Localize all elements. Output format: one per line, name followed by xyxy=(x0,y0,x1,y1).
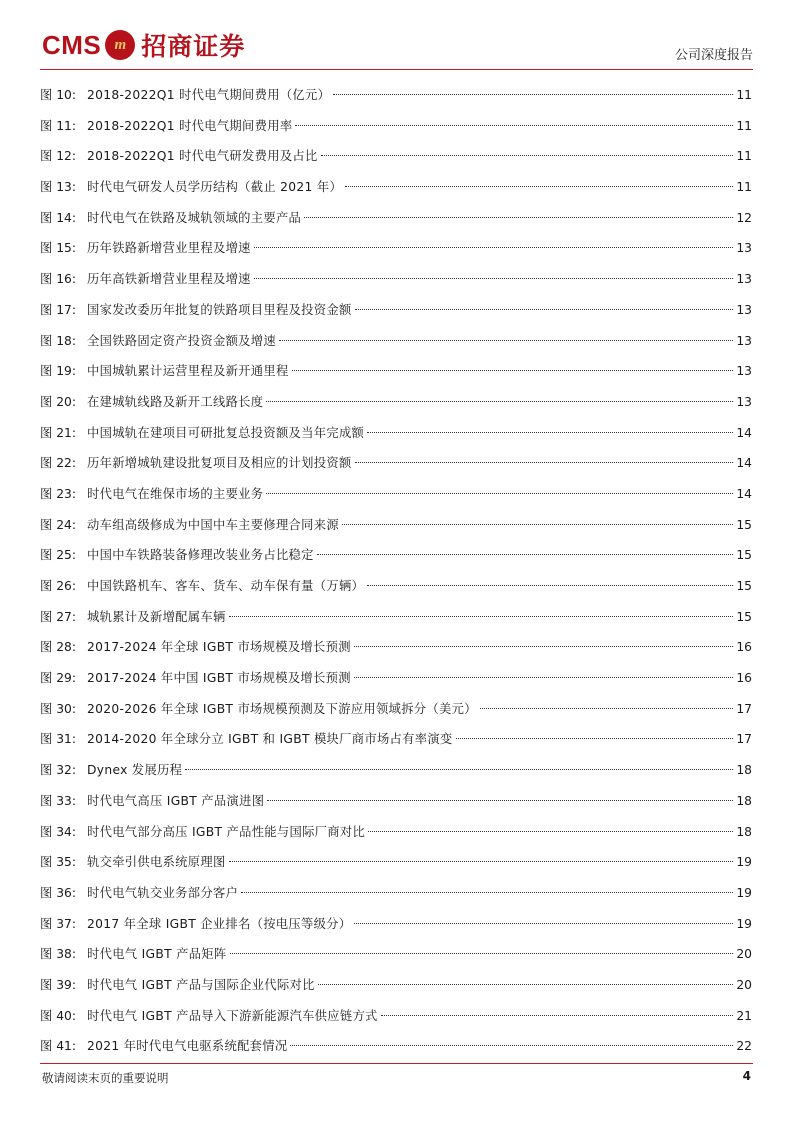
logo-emblem-icon: m xyxy=(105,30,135,60)
toc-figure-title: 2021 年时代电气电驱系统配套情况 xyxy=(87,1039,288,1054)
toc-entry[interactable] xyxy=(40,1001,752,1032)
page-header xyxy=(0,0,793,72)
toc-figure-title: 在建城轨线路及新开工线路长度 xyxy=(87,394,264,409)
toc-figure-label: 图 13: xyxy=(40,180,76,195)
toc-dot-leader xyxy=(241,892,733,893)
toc-page-number: 15 xyxy=(736,579,752,593)
toc-figure-label: 图 28: xyxy=(40,640,76,655)
toc-dot-leader xyxy=(367,432,733,433)
toc-figure-label: 图 29: xyxy=(40,671,76,686)
toc-figure-label: 图 39: xyxy=(40,977,76,992)
toc-dot-leader xyxy=(254,278,734,279)
toc-figure-title: 2017-2024 年中国 IGBT 市场规模及增长预测 xyxy=(87,671,351,686)
toc-dot-leader xyxy=(333,94,733,95)
toc-figure-label: 图 18: xyxy=(40,333,76,348)
toc-page-number: 14 xyxy=(736,456,752,471)
toc-figure-title: 时代电气轨交业务部分客户 xyxy=(87,885,239,900)
toc-dot-leader xyxy=(266,401,733,402)
toc-figure-title: 中国城轨在建项目可研批复总投资额及当年完成额 xyxy=(87,425,365,440)
toc-page-number: 14 xyxy=(736,425,752,440)
toc-figure-label: 图 23: xyxy=(40,486,76,501)
toc-entry[interactable] xyxy=(40,817,752,848)
company-logo xyxy=(42,28,245,62)
toc-figure-label: 图 24: xyxy=(40,517,76,532)
toc-page-number: 16 xyxy=(736,671,752,686)
toc-entry[interactable] xyxy=(40,632,752,663)
toc-page-number: 18 xyxy=(736,763,752,778)
toc-page-number: 13 xyxy=(736,241,752,256)
toc-figure-label: 图 12: xyxy=(40,149,76,164)
toc-figure-title: 2018-2022Q1 时代电气期间费用率 xyxy=(87,118,293,133)
report-type: 公司深度报告 xyxy=(674,48,753,63)
toc-figure-label: 图 27: xyxy=(40,609,76,624)
toc-entry[interactable] xyxy=(40,418,752,449)
toc-entry[interactable] xyxy=(40,80,752,111)
toc-dot-leader xyxy=(185,769,733,770)
toc-page-number: 22 xyxy=(736,1039,752,1054)
toc-page-number: 19 xyxy=(736,916,752,931)
toc-entry[interactable] xyxy=(40,356,752,387)
toc-dot-leader xyxy=(355,309,734,310)
toc-entry[interactable] xyxy=(40,295,752,326)
toc-page-number: 13 xyxy=(736,333,752,348)
toc-dot-leader xyxy=(354,923,733,924)
toc-figure-label: 图 10: xyxy=(40,88,76,102)
toc-dot-leader xyxy=(290,1045,733,1046)
toc-figure-title: 城轨累计及新增配属车辆 xyxy=(87,609,226,624)
toc-dot-leader xyxy=(368,831,733,832)
toc-figure-label: 图 37: xyxy=(40,916,76,931)
toc-entry[interactable] xyxy=(40,724,752,755)
toc-entry[interactable] xyxy=(40,264,752,295)
toc-entry[interactable] xyxy=(40,233,752,264)
toc-entry[interactable] xyxy=(40,510,752,541)
toc-figure-label: 图 14: xyxy=(40,210,76,225)
toc-dot-leader xyxy=(480,708,734,709)
figure-table-of-contents xyxy=(40,80,752,1062)
toc-figure-label: 图 15: xyxy=(40,241,76,256)
toc-figure-title: 历年高铁新增营业里程及增速 xyxy=(87,272,251,287)
toc-page-number: 15 xyxy=(736,548,752,563)
toc-figure-label: 图 33: xyxy=(40,793,76,808)
toc-figure-title: 时代电气高压 IGBT 产品演进图 xyxy=(87,793,265,808)
toc-figure-title: 轨交牵引供电系统原理图 xyxy=(87,855,226,870)
toc-entry[interactable] xyxy=(40,602,752,633)
toc-entry[interactable] xyxy=(40,387,752,418)
logo-latin-text: CMS xyxy=(42,29,102,60)
header-divider xyxy=(40,69,753,70)
toc-figure-title: 中国城轨累计运营里程及新开通里程 xyxy=(87,364,289,379)
toc-figure-label: 图 38: xyxy=(40,947,76,962)
toc-figure-title: 国家发改委历年批复的铁路项目里程及投资金额 xyxy=(87,302,352,317)
toc-entry[interactable] xyxy=(40,786,752,817)
toc-dot-leader xyxy=(367,585,733,586)
toc-figure-label: 图 41: xyxy=(40,1039,76,1054)
toc-figure-title: 2014-2020 年全球分立 IGBT 和 IGBT 模块厂商市场占有率演变 xyxy=(87,732,453,747)
toc-page-number: 18 xyxy=(736,824,752,839)
toc-figure-label: 图 25: xyxy=(40,548,76,563)
toc-figure-label: 图 34: xyxy=(40,824,76,839)
toc-figure-title: 动车组高级修成为中国中车主要修理合同来源 xyxy=(87,517,339,532)
toc-figure-title: 时代电气 IGBT 产品矩阵 xyxy=(87,947,227,962)
toc-figure-title: 全国铁路固定资产投资金额及增速 xyxy=(87,333,276,348)
toc-dot-leader xyxy=(317,554,734,555)
toc-figure-title: 中国中车铁路装备修理改装业务占比稳定 xyxy=(87,548,314,563)
toc-dot-leader xyxy=(321,155,734,156)
toc-dot-leader xyxy=(304,217,733,218)
toc-page-number: 13 xyxy=(736,302,752,317)
footer-notice: 敬请阅读末页的重要说明 xyxy=(42,1071,169,1085)
toc-dot-leader xyxy=(354,646,734,647)
toc-entry[interactable] xyxy=(40,755,752,786)
toc-entry[interactable] xyxy=(40,1031,752,1062)
toc-figure-label: 图 11: xyxy=(40,118,76,133)
toc-figure-label: 图 35: xyxy=(40,855,76,870)
toc-page-number: 18 xyxy=(736,793,752,808)
toc-figure-title: 时代电气部分高压 IGBT 产品性能与国际厂商对比 xyxy=(87,824,366,839)
toc-entry[interactable] xyxy=(40,448,752,479)
toc-figure-label: 图 26: xyxy=(40,579,76,593)
toc-figure-title: 时代电气研发人员学历结构（截止 2021 年） xyxy=(87,180,343,195)
toc-entry[interactable] xyxy=(40,847,752,878)
toc-page-number: 11 xyxy=(736,88,752,102)
toc-page-number: 19 xyxy=(736,885,752,900)
toc-entry[interactable] xyxy=(40,479,752,510)
toc-figure-title: 时代电气 IGBT 产品导入下游新能源汽车供应链方式 xyxy=(87,1008,378,1023)
footer-page-number: 4 xyxy=(742,1069,751,1083)
toc-dot-leader xyxy=(267,800,733,801)
toc-figure-title: 2020-2026 年全球 IGBT 市场规模预测及下游应用领域拆分（美元） xyxy=(87,701,477,716)
toc-figure-label: 图 20: xyxy=(40,394,76,409)
toc-figure-title: 2018-2022Q1 时代电气期间费用（亿元） xyxy=(87,88,331,102)
toc-dot-leader xyxy=(342,524,733,525)
toc-page-number: 12 xyxy=(736,210,752,225)
toc-page-number: 20 xyxy=(736,977,752,992)
toc-entry[interactable] xyxy=(40,878,752,909)
toc-entry[interactable] xyxy=(40,694,752,725)
toc-entry[interactable] xyxy=(40,326,752,357)
toc-figure-label: 图 19: xyxy=(40,364,76,379)
toc-dot-leader xyxy=(254,247,734,248)
toc-dot-leader xyxy=(456,738,734,739)
toc-dot-leader xyxy=(266,493,733,494)
toc-figure-title: 历年铁路新增营业里程及增速 xyxy=(87,241,251,256)
toc-dot-leader xyxy=(318,984,734,985)
toc-entry[interactable] xyxy=(40,571,752,602)
toc-figure-label: 图 32: xyxy=(40,763,76,778)
toc-page-number: 14 xyxy=(736,486,752,501)
toc-page-number: 19 xyxy=(736,855,752,870)
toc-entry[interactable] xyxy=(40,141,752,172)
toc-page-number: 15 xyxy=(736,609,752,624)
toc-figure-label: 图 21: xyxy=(40,425,76,440)
toc-dot-leader xyxy=(295,125,733,126)
toc-figure-title: 历年新增城轨建设批复项目及相应的计划投资额 xyxy=(87,456,352,471)
toc-figure-title: 中国铁路机车、客车、货车、动车保有量（万辆） xyxy=(87,579,365,593)
footer-divider xyxy=(40,1063,753,1064)
toc-dot-leader xyxy=(279,340,733,341)
toc-figure-title: 2018-2022Q1 时代电气研发费用及占比 xyxy=(87,149,318,164)
toc-dot-leader xyxy=(292,370,734,371)
logo-chinese-text: 招商证券 xyxy=(141,32,246,61)
toc-dot-leader xyxy=(229,861,734,862)
toc-page-number: 17 xyxy=(736,701,752,716)
toc-page-number: 13 xyxy=(736,364,752,379)
toc-page-number: 15 xyxy=(736,517,752,532)
toc-page-number: 13 xyxy=(736,272,752,287)
toc-page-number: 20 xyxy=(736,947,752,962)
toc-figure-title: 时代电气 IGBT 产品与国际企业代际对比 xyxy=(87,977,315,992)
toc-page-number: 21 xyxy=(736,1008,752,1023)
toc-page-number: 17 xyxy=(736,732,752,747)
toc-dot-leader xyxy=(355,462,734,463)
toc-figure-label: 图 16: xyxy=(40,272,76,287)
toc-dot-leader xyxy=(354,677,734,678)
toc-figure-title: 时代电气在维保市场的主要业务 xyxy=(87,486,264,501)
toc-entry[interactable] xyxy=(40,909,752,940)
toc-entry[interactable] xyxy=(40,111,752,142)
toc-dot-leader xyxy=(229,616,734,617)
toc-figure-label: 图 22: xyxy=(40,456,76,471)
toc-page-number: 16 xyxy=(736,640,752,655)
toc-page-number: 11 xyxy=(736,118,752,133)
toc-entry[interactable] xyxy=(40,172,752,203)
toc-entry[interactable] xyxy=(40,970,752,1001)
toc-entry[interactable] xyxy=(40,663,752,694)
toc-page-number: 11 xyxy=(736,180,752,195)
toc-figure-title: 2017-2024 年全球 IGBT 市场规模及增长预测 xyxy=(87,640,351,655)
toc-figure-title: 时代电气在铁路及城轨领域的主要产品 xyxy=(87,210,302,225)
toc-figure-label: 图 31: xyxy=(40,732,76,747)
toc-entry[interactable] xyxy=(40,203,752,234)
toc-figure-label: 图 40: xyxy=(40,1008,76,1023)
toc-figure-label: 图 17: xyxy=(40,302,76,317)
toc-dot-leader xyxy=(381,1015,734,1016)
toc-entry[interactable] xyxy=(40,540,752,571)
toc-page-number: 13 xyxy=(736,394,752,409)
toc-figure-label: 图 36: xyxy=(40,885,76,900)
toc-dot-leader xyxy=(230,953,734,954)
toc-dot-leader xyxy=(345,186,733,187)
toc-entry[interactable] xyxy=(40,939,752,970)
toc-figure-title: 2017 年全球 IGBT 企业排名（按电压等级分） xyxy=(87,916,352,931)
toc-page-number: 11 xyxy=(736,149,752,164)
toc-figure-label: 图 30: xyxy=(40,701,76,716)
toc-figure-title: Dynex 发展历程 xyxy=(87,763,183,778)
